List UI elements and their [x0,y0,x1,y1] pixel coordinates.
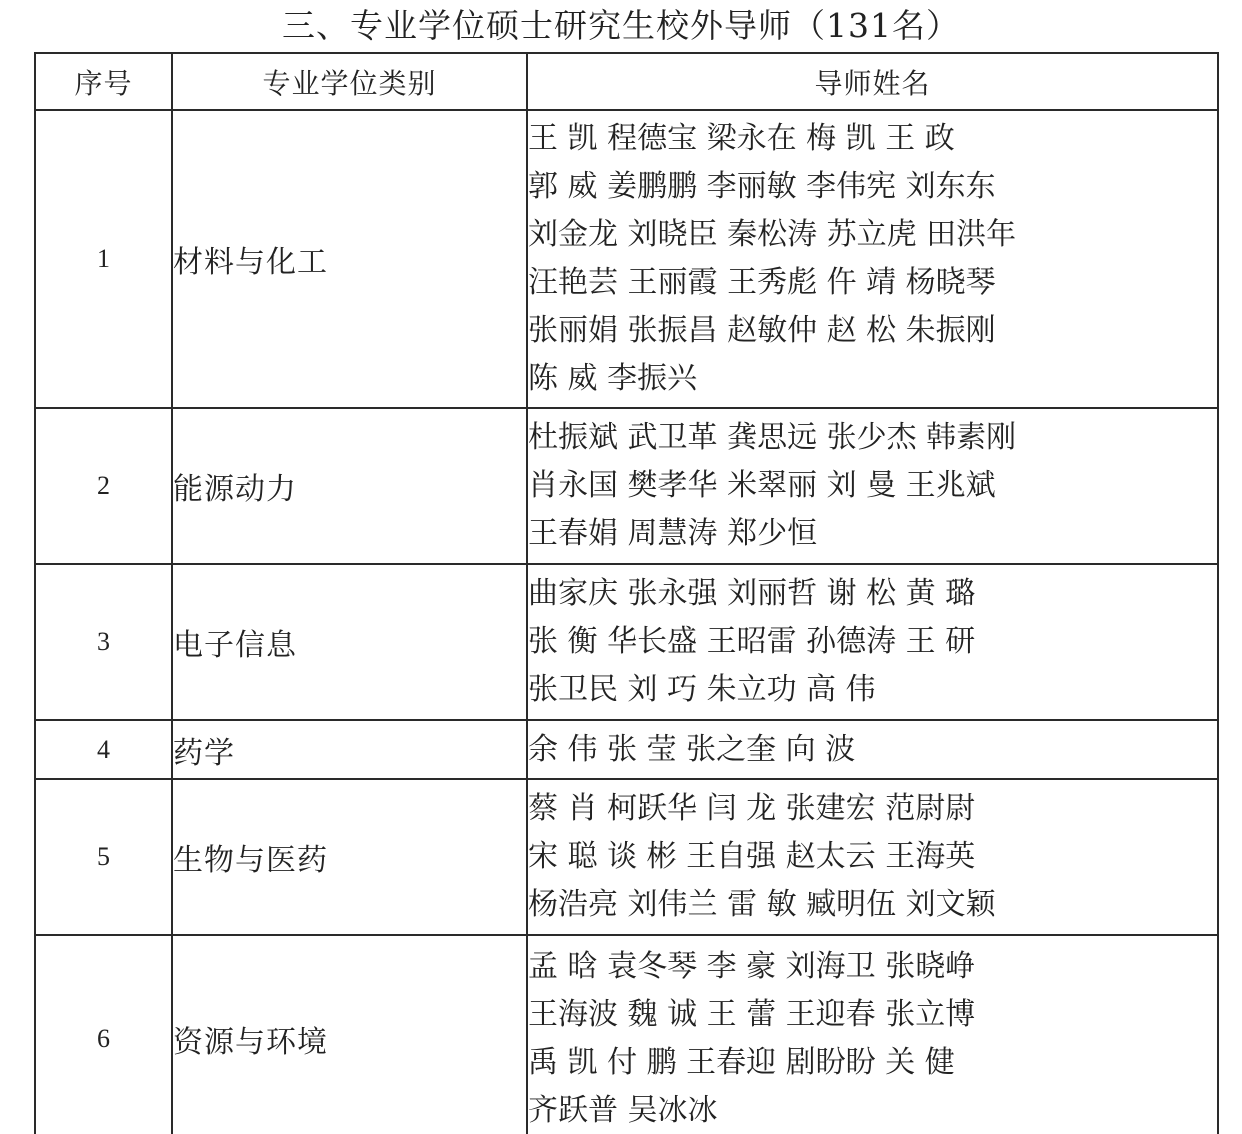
advisor-names-line: 杜振斌 武卫革 龚思远 张少杰 韩素刚 [528,420,1017,455]
table-row [35,110,1218,408]
table-row [35,935,1218,1134]
advisor-names-line: 郭 威 姜鹏鹏 李丽敏 李伟宪 刘东东 [528,169,996,204]
table-header-row [35,53,1218,110]
row-advisor-names [527,935,1218,1134]
table-row [35,779,1218,935]
advisor-names-line: 王海波 魏 诚 王 蕾 王迎春 张立博 [528,996,976,1032]
header-category: 专业学位类别 [172,53,527,110]
advisor-names-line: 余 伟 张 莹 张之奎 向 波 [528,731,856,767]
advisor-names-line: 肖永国 樊孝华 米翠丽 刘 曼 王兆斌 [528,468,996,503]
table-row [35,720,1218,779]
advisor-names-line: 张 衡 华长盛 王昭雷 孙德涛 王 研 [528,624,976,659]
row-category: 材料与化工 [172,110,527,408]
row-advisor-names [527,110,1218,408]
row-seq: 3 [35,564,172,720]
row-category: 生物与医药 [172,779,527,935]
table-row [35,408,1218,564]
row-category: 电子信息 [172,564,527,720]
advisor-names-line: 王 凯 程德宝 梁永在 梅 凯 王 政 [528,121,955,156]
advisor-names-line: 汪艳芸 王丽霞 王秀彪 仵 靖 杨晓琴 [528,265,996,300]
advisor-table [34,52,1219,1134]
advisor-names-line: 齐跃普 吴冰冰 [528,1092,718,1128]
advisor-names-line: 禹 凯 付 鹏 王春迎 剧盼盼 关 健 [528,1044,955,1080]
advisor-names-line: 孟 晗 袁冬琴 李 豪 刘海卫 张晓峥 [528,948,976,984]
row-seq: 5 [35,779,172,935]
row-seq: 1 [35,110,172,408]
row-advisor-names [527,779,1218,935]
advisor-names-line: 杨浩亮 刘伟兰 雷 敏 臧明伍 刘文颖 [528,887,996,922]
row-category: 能源动力 [172,408,527,564]
advisor-names-line: 蔡 肖 柯跃华 闫 龙 张建宏 范尉尉 [528,791,976,826]
header-names: 导师姓名 [527,53,1218,110]
table-row [35,564,1218,720]
advisor-names-line: 陈 威 李振兴 [528,361,698,396]
advisor-names-line: 宋 聪 谈 彬 王自强 赵太云 王海英 [528,839,976,874]
page-title: 三、专业学位硕士研究生校外导师（131名） [282,6,960,45]
advisor-names-line: 刘金龙 刘晓臣 秦松涛 苏立虎 田洪年 [528,217,1017,252]
advisor-names-line: 曲家庆 张永强 刘丽哲 谢 松 黄 璐 [528,576,976,611]
row-advisor-names [527,564,1218,720]
row-category: 资源与环境 [172,935,527,1134]
row-category: 药学 [172,720,527,779]
row-seq: 6 [35,935,172,1134]
header-seq: 序号 [35,53,172,110]
advisor-names-line: 张卫民 刘 巧 朱立功 高 伟 [528,672,876,707]
row-advisor-names [527,408,1218,564]
advisor-names-line: 张丽娟 张振昌 赵敏仲 赵 松 朱振刚 [528,313,996,348]
row-advisor-names [527,720,1218,779]
row-seq: 2 [35,408,172,564]
row-seq: 4 [35,720,172,779]
advisor-names-line: 王春娟 周慧涛 郑少恒 [528,516,818,551]
